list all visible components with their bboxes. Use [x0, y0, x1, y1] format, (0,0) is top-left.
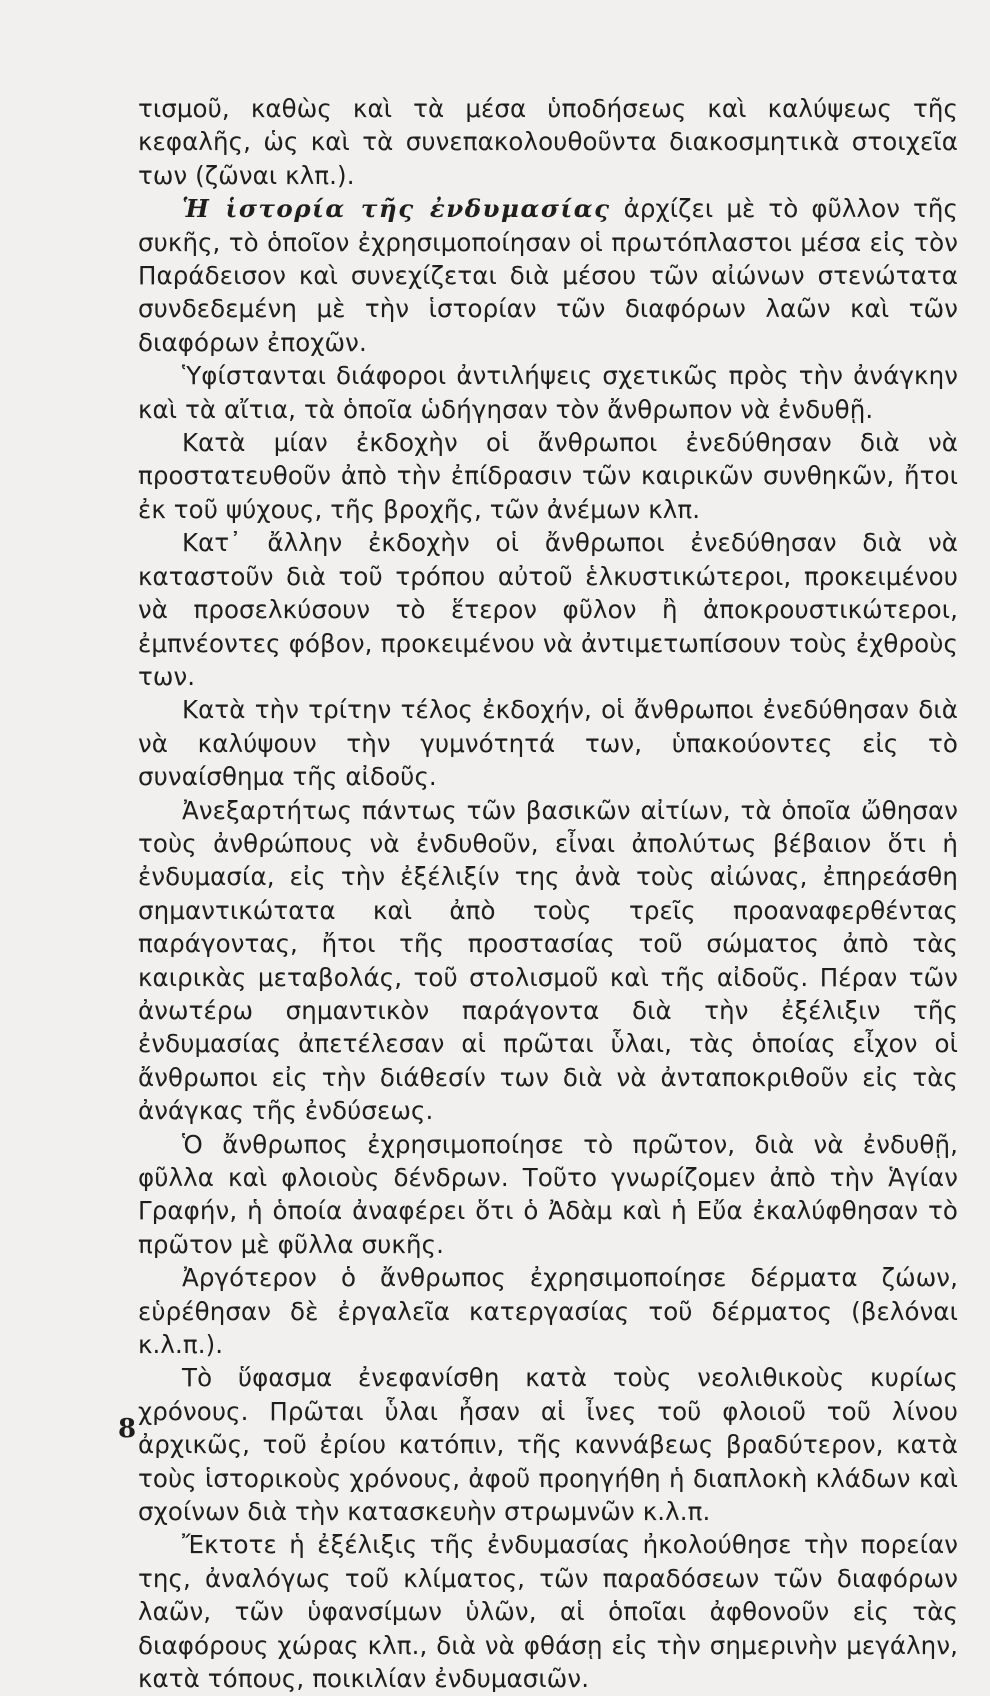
inline-heading: Ἡ ἱστορία τῆς ἐνδυμασίας — [182, 194, 611, 224]
paragraph-history: Ἡ ἱστορία τῆς ἐνδυμασίας ἀρχίζει μὲ τὸ φῦλλον τῆς συκῆς, τὸ ὁποῖον ἐχρησιμοποίησαν οἱ πρωτόπλαστοι μέσα εἰς τὸν Παράδεισον καὶ συνεχίζεται διὰ μέσου τῶν αἰώνων στενώτατα συνδεδεμένη μὲ τὴν ἱστορίαν τῶν διαφόρων λαῶν καὶ τῶν διαφόρων ἐποχῶν. — [138, 194, 958, 357]
page-number: 8 — [118, 1414, 137, 1444]
paragraph-fabric: Τὸ ὕφασμα ἐνεφανίσθη κατὰ τοὺς νεολιθικοὺς κυρίως χρόνους. Πρῶται ὗλαι ἦσαν αἱ ἶνες τοῦ φλοιοῦ τοῦ λίνου ἀρχικῶς, τοῦ ἐρίου κατόπιν, τῆς καννάβεως βραδύτερον, κατὰ τοὺς ἱστορικοὺς χρόνους, ἀφοῦ προηγήθη ἡ διαπλοκὴ κλάδων καὶ σχοίνων διὰ τὴν κατασκευὴν στρωμνῶν κ.λ.π. — [138, 1363, 958, 1527]
paragraph-second-view: Κατ᾽ ἄλλην ἐκδοχὴν οἱ ἄνθρωποι ἐνεδύθησαν διὰ νὰ καταστοῦν διὰ τοῦ τρόπου αὐτοῦ ἑλκυστικώτεροι, προκειμένου νὰ προσελκύσουν τὸ ἕτερον φῦλον ἢ ἀποκρουστικώτεροι, ἐμπνέοντες φόβον, προκειμένου νὰ ἀντιμετωπίσουν τοὺς ἐχθροὺς των. — [138, 528, 958, 691]
paragraph-evolution: Ἔκτοτε ἡ ἐξέλιξις τῆς ἐνδυμασίας ἠκολούθησε τὴν πορείαν της, ἀναλόγως τοῦ κλίματος, τῶν παραδόσεων τῶν διαφόρων λαῶν, τῶν ὑφανσίμων ὑλῶν, αἱ ὁποῖαι ἀφθονοῦν εἰς τὰς διαφόρους χώρας κλπ., διὰ νὰ φθάσῃ εἰς τὴν σημερινὴν μεγάλην, κατὰ τόπους, ποικιλίαν ἐνδυμασιῶν. — [138, 1530, 958, 1694]
paragraph-leaves: Ὁ ἄνθρωπος ἐχρησιμοποίησε τὸ πρῶτον, διὰ νὰ ἐνδυθῇ, φῦλλα καὶ φλοιοὺς δένδρων. Τοῦτο γνωρίζομεν ἀπὸ τὴν Ἁγίαν Γραφήν, ἡ ὁποία ἀναφέρει ὅτι ὁ Ἀδὰμ καὶ ἡ Εὔα ἐκαλύφθησαν τὸ πρῶτον μὲ φῦλλα συκῆς. — [138, 1129, 958, 1259]
page-body — [138, 92, 958, 1696]
paragraph-views: Ὑφίστανται διάφοροι ἀντιλήψεις σχετικῶς πρὸς τὴν ἀνάγκην καὶ τὰ αἴτια, τὰ ὁποῖα ὡδήγησαν τὸν ἄνθρωπον νὰ ἐνδυθῇ. — [138, 361, 958, 424]
paragraph-continuation: τισμοῦ, καθὼς καὶ τὰ μέσα ὑποδήσεως καὶ καλύψεως τῆς κεφαλῆς, ὡς καὶ τὰ συνεπακολουθοῦντα διακοσμητικὰ στοιχεῖα των (ζῶναι κλπ.). — [138, 94, 958, 190]
paragraph-factors: Ἀνεξαρτήτως πάντως τῶν βασικῶν αἰτίων, τὰ ὁποῖα ὤθησαν τοὺς ἀνθρώπους νὰ ἐνδυθοῦν, εἶναι ἀπολύτως βέβαιον ὅτι ἡ ἐνδυμασία, εἰς τὴν ἐξέλιξίν της ἀνὰ τοὺς αἰώνας, ἐπηρεάσθη σημαντικώτατα καὶ ἀπὸ τοὺς τρεῖς προαναφερθέντας παράγοντας, ἤτοι τῆς προστασίας τοῦ σώματος ἀπὸ τὰς καιρικὰς μεταβολάς, τοῦ στολισμοῦ καὶ τῆς αἰδοῦς. Πέραν τῶν ἀνωτέρω σημαντικὸν παράγοντα διὰ τὴν ἐξέλιξιν τῆς ἐνδυμασίας ἀπετέλεσαν αἱ πρῶται ὗλαι, τὰς ὁποίας εἶχον οἱ ἄνθρωποι εἰς τὴν διάθεσίν των διὰ νὰ ἀνταποκριθοῦν εἰς τὰς ἀνάγκας τῆς ἐνδύσεως. — [138, 795, 958, 1126]
paragraph-skins: Ἀργότερον ὁ ἄνθρωπος ἐχρησιμοποίησε δέρματα ζώων, εὑρέθησαν δὲ ἐργαλεῖα κατεργασίας τοῦ δέρματος (βελόναι κ.λ.π.). — [138, 1263, 958, 1360]
paragraph-first-view: Κατὰ μίαν ἐκδοχὴν οἱ ἄνθρωποι ἐνεδύθησαν διὰ νὰ προστατευθοῦν ἀπὸ τὴν ἐπίδρασιν τῶν καιρικῶν συνθηκῶν, ἤτοι ἐκ τοῦ ψύχους, τῆς βροχῆς, τῶν ἀνέμων κλπ. — [138, 428, 958, 524]
paragraph-third-view: Κατὰ τὴν τρίτην τέλος ἐκδοχήν, οἱ ἄνθρωποι ἐνεδύθησαν διὰ νὰ καλύψουν τὴν γυμνότητά των, ὑπακούοντες εἰς τὸ συναίσθημα τῆς αἰδοῦς. — [138, 695, 958, 792]
